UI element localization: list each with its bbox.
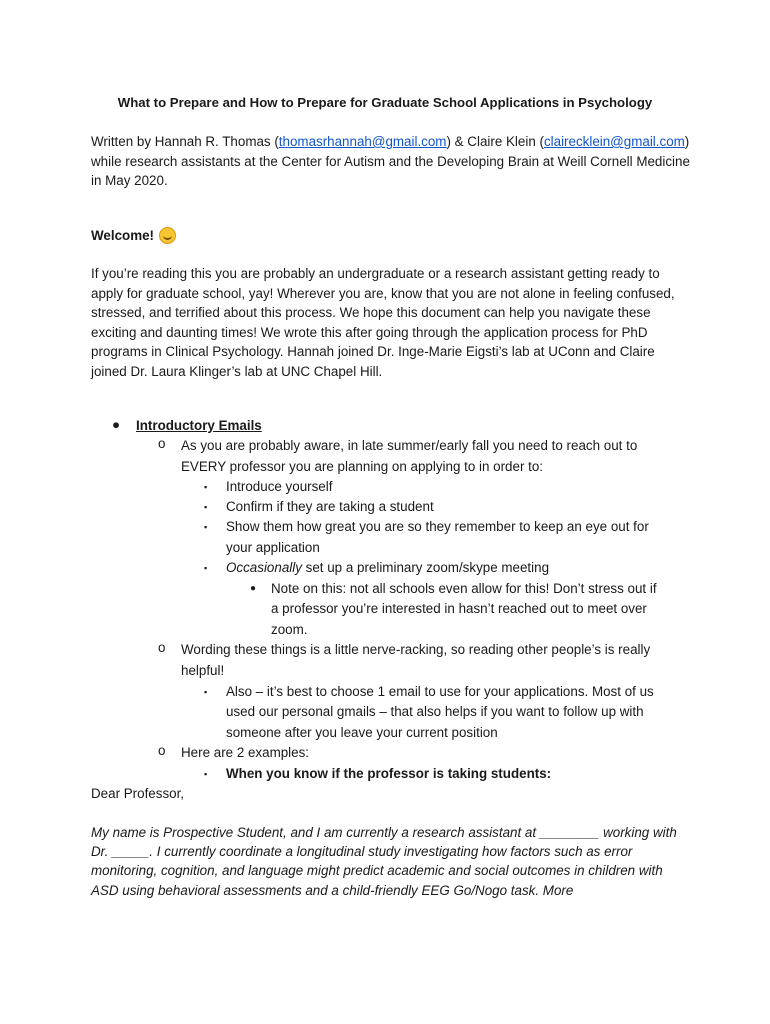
- sub-list-marker: ▪: [204, 482, 208, 492]
- note-text: a professor you’re interested in hasn’t reached out to meet over: [271, 601, 647, 616]
- section-bullet: ●: [112, 417, 121, 432]
- sub-list-item: [226, 558, 549, 578]
- example-heading: When you know if the professor is taking students:: [226, 766, 552, 781]
- sub-list-item: your application: [226, 540, 320, 555]
- list-marker: o: [158, 640, 166, 655]
- example-letter-body: My name is Prospective Student, and I am currently a research assistant at ________ working with Dr. _____. I currently coordinate a longitudinal study investigating how factors such as error monitoring, cognition, and language might predict academic and social outcomes in children with ASD using behavioral assessments and a child-friendly EEG Go/Nogo task. More: [91, 825, 677, 898]
- list-item-text: helpful!: [181, 663, 225, 678]
- sub-list-item-rest: set up a preliminary zoom/skype meeting: [301, 560, 550, 575]
- authors-paragraph: [91, 132, 691, 191]
- sub-list-item: Introduce yourself: [226, 479, 333, 494]
- note-bullet: ●: [250, 583, 257, 594]
- smiley-emoji-icon: [159, 227, 176, 244]
- email-link-hannah[interactable]: thomasrhannah@gmail.com: [278, 134, 447, 149]
- sub-list-marker: ▪: [204, 563, 208, 573]
- sub-list-item: used our personal gmails – that also helps if you want to follow up with: [226, 704, 644, 719]
- welcome-heading: [91, 226, 691, 246]
- sub-list-item: someone after you leave your current position: [226, 725, 498, 740]
- list-marker: o: [158, 743, 166, 758]
- sub-list-item: Also – it’s best to choose 1 email to use for your applications. Most of us: [226, 684, 654, 699]
- sub-list-marker: ▪: [204, 687, 208, 697]
- sub-list-marker: ▪: [204, 522, 208, 532]
- sub-list-marker: ▪: [204, 502, 208, 512]
- list-marker: o: [158, 436, 166, 451]
- welcome-text: Welcome!: [91, 228, 155, 243]
- list-item-text: EVERY professor you are planning on applying to in order to:: [181, 459, 544, 474]
- document-title: What to Prepare and How to Prepare for Graduate School Applications in Psychology: [117, 95, 653, 110]
- list-item-text: As you are probably aware, in late summer/early fall you need to reach out to: [181, 438, 638, 453]
- list-item-text: Here are 2 examples:: [181, 745, 310, 760]
- authors-middle: ) & Claire Klein (: [446, 134, 544, 149]
- list-item-text: Wording these things is a little nerve-racking, so reading other people’s is really: [181, 642, 651, 657]
- sub-list-item: Confirm if they are taking a student: [226, 499, 434, 514]
- sub-list-marker: ▪: [204, 769, 208, 779]
- sub-list-item: Show them how great you are so they remember to keep an eye out for: [226, 519, 649, 534]
- intro-paragraph: If you’re reading this you are probably an undergraduate or a research assistant getting ready to apply for graduate school, yay! Wherever you are, know that you are not alone in feeling confused, stressed, and terrified about this process. We hope this document can help you navigate these exciting and daunting times! We wrote this after going through the application process for PhD programs in Clinical Psychology. Hannah joined Dr. Inge-Marie Eigsti’s lab at UConn and Claire joined Dr. Laura Klinger’s lab at UNC Chapel Hill.: [91, 266, 675, 379]
- note-text: Note on this: not all schools even allow for this! Don’t stress out if: [271, 581, 657, 596]
- note-text: zoom.: [271, 622, 308, 637]
- authors-suffix: ) while research assistants at the Center for Autism and the Developing Brain at Weill Cornell Medicine in May 2020.: [91, 134, 690, 188]
- letter-salutation: Dear Professor,: [91, 786, 185, 801]
- email-link-claire[interactable]: clairecklein@gmail.com: [543, 134, 685, 149]
- section-heading: Introductory Emails: [136, 418, 262, 433]
- authors-prefix: Written by Hannah R. Thomas (: [91, 134, 279, 149]
- emphasis-text: Occasionally: [226, 560, 302, 575]
